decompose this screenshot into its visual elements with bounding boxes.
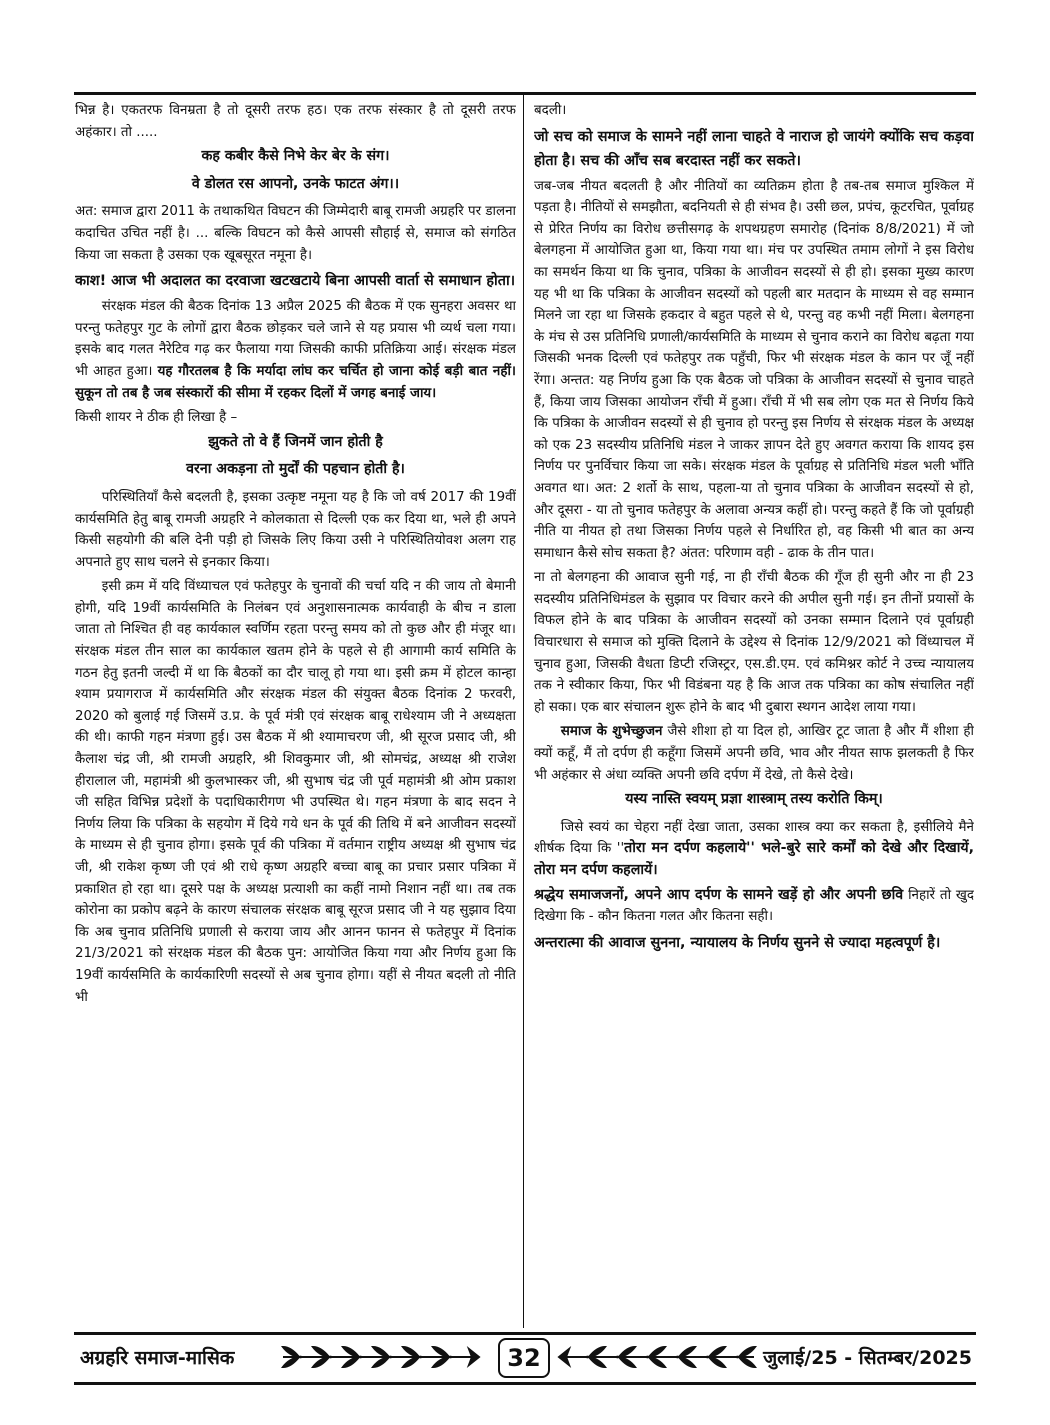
right-column (534, 100, 974, 1322)
verse-line: कह कबीर कैसे निभे केर बेर के संग। (201, 148, 390, 165)
body-paragraph (75, 296, 516, 404)
paragraph-text: संरक्षक मंडल की बैठक दिनांक 13 अप्रैल 2025 की बैठक में एक सुनहरा अवसर था परन्तु फतेहपुर गुट के लोगों द्वारा बैठक छोड़कर चले जाने से यह प्रयास भी व्यर्थ चला गया। इसके बाद गलत नैरेटिव गढ़ कर फैलाया गया जिसकी काफी प्रतिक्रिया आई। संरक्षक मंडल भी आहत हुआ। (75, 299, 516, 379)
bold-lead: समाज के शुभेच्छुजन (560, 724, 663, 740)
magazine-name: अग्रहरि समाज-मासिक (80, 1347, 235, 1369)
issue-date: जुलाई/25 - सितम्बर/2025 (763, 1347, 972, 1369)
body-paragraph: भिन्न है। एकतरफ विनम्रता है तो दूसरी तरफ हठ। एक तरफ संस्कार है तो दूसरी तरफ अहंकार। तो ..... (75, 103, 516, 140)
paragraph-text: जैसे शीशा हो या दिल हो, आखिर टूट जाता है और मैं शीशा ही क्यों कहूँ, मैं तो दर्पण ही कहूँगा जिसमें अपनी छवि, भाव और नीयत साफ झलकती है फिर भी अहंकार से अंधा व्यक्ति अपनी छवि दर्पण में देखे, तो कैसे देखे। (534, 724, 974, 783)
verse-line: झुकते तो वे हैं जिनमें जान होती है (208, 433, 383, 450)
body-paragraph (75, 576, 516, 1008)
page-footer (74, 1332, 976, 1390)
paragraph-text: निहारें तो खुद दिखेगा कि - कौन कितना गलत और कितना सही। (534, 887, 974, 925)
footer-top-rule (74, 1332, 976, 1335)
body-paragraph: जब-जब नीयत बदलती है और नीतियों का व्यतिक्रम होता है तब-तब समाज मुश्किल में पड़ता है। नीतियों से समझौता, बदनियती से ही संभव है। उसी छल, प्रपंच, कूटरचित, पूर्वाग्रह से प्रेरित निर्णय का विरोध छत्तीसगढ़ के शपथग्रहण समारोह (दिनांक 8/8/2021) में जो बेलगहना में आयोजित हुआ था, किया गया था। मंच पर उपस्थित तमाम लोगों ने इस विरोध का समर्थन किया था कि चुनाव, पत्रिका के आजीवन सदस्यों से ही हो। इसका मुख्य कारण यह भी था कि पत्रिका के आजीवन सदस्यों को पहली बार मतदान के माध्यम से वह सम्मान मिलने जा रहा था जिसके हकदार वे बहुत पहले से थे, परन्तु वह कभी नहीं मिला। बेलगहना के मंच से उस प्रतिनिधि प्रणाली/कार्यसमिति के माध्यम से चुनाव कराने का विरोध बढ़ता गया जिसकी भनक दिल्ली एवं फतेहपुर तक पहुँची, फिर भी संरक्षक मंडल के कान पर जूँ नहीं रेंगा। अन्तत: यह निर्णय हुआ कि एक बैठक जो पत्रिका के आजीवन सदस्यों से चुनाव चाहते हैं, किया जाय जिसका आयोजन राँची में हुआ। राँची में भी सब लोग एक मत से निर्णय किये कि पत्रिका के आजीवन सदस्यों से ही चुनाव हो परन्तु इस निर्णय से संरक्षक मंडल के अध्यक्ष को एक 23 सदस्यीय प्रतिनिधि मंडल ने जाकर ज्ञापन देते हुए अवगत कराया कि शायद इस निर्णय पर पुनर्विचार किया जा सके। संरक्षक मंडल के पूर्वाग्रह से प्रतिनिधि मंडल भली भाँति अवगत था। अत: 2 शर्तो के साथ, पहला-या तो चुनाव पत्रिका के आजीवन सदस्यों से हो, और दूसरा - या तो चुनाव फतेहपुर के अलावा अन्यत्र कहीं हो। परन्तु कहते हैं कि जो पूर्वाग्रही नीति या नीयत हो तथा जिसका निर्णय पहले से निर्धारित हो, वह किसी भी बात का अन्य समाधान कैसे सोच सकता है? अंतत: परिणाम वही - ढाक के तीन पात। (534, 178, 974, 561)
body-paragraph: ना तो बेलगहना की आवाज सुनी गई, ना ही राँची बैठक की गूँज ही सुनी और ना ही 23 सदस्यीय प्रतिनिधिमंडल के सुझाव पर विचार करने की अपील सुनी गई। इन तीनों प्रयासों के विफल होने के बाद पत्रिका के आजीवन सदस्यों को उनका सम्मान दिलाने एवं पूर्वाग्रही विचारधारा से समाज को मुक्ति दिलाने के उद्देश्य से दिनांक 12/9/2021 को विंध्याचल में चुनाव हुआ, जिसकी वैधता डिप्टी रजिस्ट्रर, एस.डी.एम. एवं कमिश्नर कोर्ट ने उच्च न्यायालय तक ने स्वीकार किया, फिर भी विडंबना यह है कि आज तक पत्रिका का कोष संचालित नहीं हो सका। एक बार संचालन शुरू होने के बाद भी दुबारा स्थगन आदेश लाया गया। (534, 570, 974, 715)
bold-emphasis: यह गौरतलब है कि मर्यादा लांघ कर चर्चित हो जाना कोई बड़ी बात नहीं। सुकून तो तब है जब संस्कारों की सीमा में रहकर दिलों में जगह बनाई जाय। (75, 363, 516, 401)
emphasis-paragraph: जो सच को समाज के सामने नहीं लाना चाहते वे नाराज हो जायंगे क्योंकि सच कड़वा होता है। सच की आँच सब बरदास्त नहीं कर सकते। (534, 128, 974, 169)
column-divider (523, 95, 524, 1328)
emphasis-paragraph: अन्तरात्मा की आवाज सुनना, न्यायालय के निर्णय सुनने से ज्यादा महत्वपूर्ण है। (534, 934, 941, 951)
paragraph-text: परिस्थितियाँ कैसे बदलती है, इसका उत्कृष्ट नमूना यह है कि जो वर्ष 2017 की 19वीं कार्यसमिति हेतु बाबू रामजी अग्रहरि ने कोलकाता से दिल्ली एक कर दिया था, भले ही अपने किसी सहयोगी की बलि देनी पड़ी हो जिसके लिए किया उसी ने परिस्थितियोवश अलग राह अपनाते हुए साथ चलने से इनकार किया। (75, 489, 516, 570)
verse-line: यस्य नास्ति स्वयम् प्रज्ञा शास्त्राम् तस्य करोति किम्। (625, 791, 883, 808)
verse-line: वरना अकड़ना तो मुर्दों की पहचान होती है। (186, 461, 405, 478)
emphasis-paragraph: काश! आज भी अदालत का दरवाजा खटखटाये बिना आपसी वार्ता से समाधान होता। (75, 273, 516, 290)
body-paragraph: अत: समाज द्वारा 2011 के तथाकथित विघटन की जिम्मेदारी बाबू रामजी अग्रहरि पर डालना कदाचित उचित नहीं है। ... बल्कि विघटन को कैसे आपसी सौहाई से, समाज को संगठित किया जा सकता है उसका एक खूबसूरत नमूना है। (75, 204, 516, 263)
body-paragraph (534, 817, 974, 882)
paragraph-text: इसी क्रम में यदि विंध्याचल एवं फतेहपुर के चुनावों की चर्चा यदि न की जाय तो बेमानी होगी, यदि 19वीं कार्यसमिति के निलंबन एवं अनुशासनात्मक कार्यवाही के बीच न डाला जाता तो निश्चित ही वह कार्यकाल स्वर्णिम रहता परन्तु समय को तो कुछ और ही मंजूर था। संरक्षक मंडल तीन साल का कार्यकाल खतम होने के पहले से ही आगामी कार्य समिति के गठन हेतु इतनी जल्दी में था कि बैठकों का दौर चालू हो गया था। इसी क्रम में होटल कान्हा श्याम प्रयागराज में कार्यसमिति और संरक्षक मंडल की संयुक्त बैठक दिनांक 2 फरवरी, 2020 को बुलाई गई जिसमें उ.प्र. के पूर्व मंत्री एवं संरक्षक बाबू राधेश्याम जी ने अध्यक्षता की थी। काफी गहन मंत्रणा हुई। उस बैठक में श्री श्यामाचरण जी, श्री सूरज प्रसाद जी, श्री कैलाश चंद्र जी, श्री रामजी अग्रहरि, श्री शिवकुमार जी, श्री सोमचंद्र, अध्यक्ष श्री राजेश हीरालाल जी, महामंत्री श्री कुलभास्कर जी, श्री सुभाष चंद्र जी पूर्व महामंत्री श्री ओम प्रकाश जी सहित विभिन्न प्रदेशों के पदाधिकारीगण भी उपस्थित थे। गहन मंत्रणा के बाद सदन ने निर्णय लिया कि पत्रिका के सहयोग में दिये गये धन के पूर्व की तिथि में बने आजीवन सदस्यों के माध्यम से ही चुनाव होगा। इसके पूर्व की पत्रिका में वर्तमान राष्ट्रीय अध्यक्ष श्री सुभाष चंद्र जी, श्री राकेश कृष्ण जी एवं श्री राधे कृष्ण अग्रहरि बच्चा बाबू का प्रचार प्रसार पत्रिका में प्रकाशित हो रहा था। दूसरे पक्ष के अध्यक्ष प्रत्याशी का कहीं नामो निशान नहीं था। तब तक कोरोना का प्रकोप बढ़ने के कारण संचालक संरक्षक बाबू सूरज प्रसाद जी ने यह सुझाव दिया कि अब चुनाव प्रतिनिधि प्रणाली से कराया जाय और आनन फानन से फतेहपुर में दिनांक 21/3/2021 को संरक्षक मंडल की बैठक पुन: आयोजित किया गया और निर्णय हुआ कि 19वीं कार्यसमिति के कार्यकारिणी सदस्यों से अब चुनाव होगा। यहीं से नीयत बदली तो नीति भी (75, 579, 516, 1005)
bold-lead: श्रद्धेय समाजजनों, अपने आप दर्पण के सामने खड़ें हो और अपनी छवि (534, 886, 904, 903)
body-paragraph: बदली। (534, 103, 567, 118)
body-paragraph (534, 721, 974, 786)
right-vine-ornament (554, 1342, 759, 1372)
footer-bottom-rule (74, 1382, 976, 1385)
body-paragraph: किसी शायर ने ठीक ही लिखा है – (75, 410, 238, 426)
verse-line: वे डोलत रस आपनो, उनके फाटत अंग।। (191, 175, 400, 192)
left-column (75, 100, 516, 1322)
top-rule (74, 92, 976, 95)
page-number: 32 (498, 1338, 550, 1378)
left-vine-ornament (279, 1342, 484, 1372)
body-paragraph (75, 487, 516, 573)
body-paragraph (534, 885, 974, 928)
bold-emphasis: तोरा मन दर्पण कहलाये'' भले-बुरे सारे कर्मों को देखे और दिखायें, तोरा मन दर्पण कहलायें। (534, 840, 974, 878)
paragraph-text: जिसे स्वयं का चेहरा नहीं देखा जाता, उसका शास्त्र क्या कर सकता है, इसीलिये मैने शीर्षक दिया कि '' (534, 819, 974, 857)
